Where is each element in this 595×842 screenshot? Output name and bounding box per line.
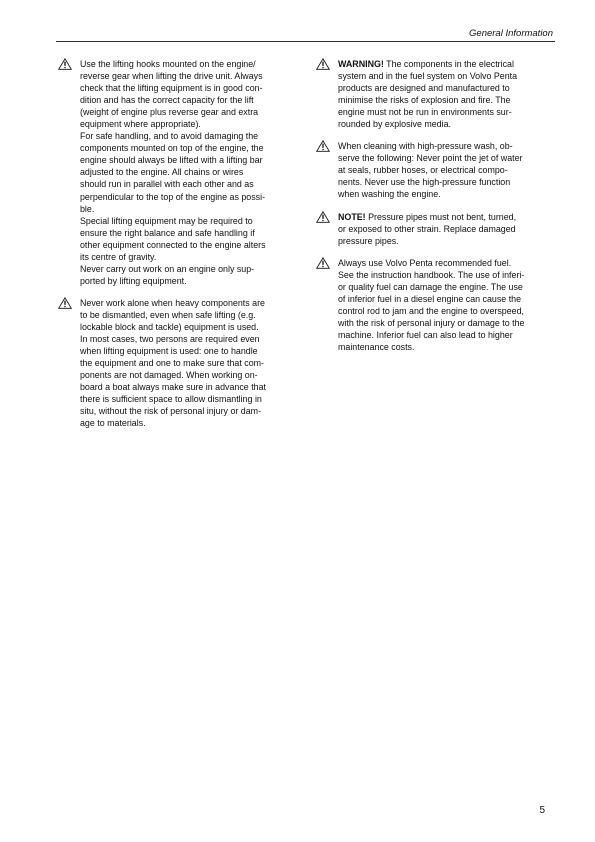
page-number: 5: [539, 805, 545, 816]
paragraph: For safe handling, and to avoid damaging the components mounted on top of the engine, the engine should always be lifted with a lifting bar adjusted to the engine. All chains or wires should run in parallel with each other and as perpendicular to the top of the engine as possi- ble.: [80, 131, 266, 214]
warning-triangle-icon: [316, 140, 330, 152]
page-header-title: General Information: [469, 28, 553, 39]
warning-triangle-icon: [316, 58, 330, 70]
warning-item-working-alone: [58, 297, 276, 430]
warning-item-pressure-wash: [316, 140, 534, 200]
paragraph: Special lifting equipment may be required to ensure the right balance and safe handling if other equipment connected to the engine alters its centre of gravity.: [80, 215, 266, 262]
paragraph: In most cases, two persons are required even when lifting equipment is used: one to handle the equipment and one to make sure that com- ponents are not damaged. When working on- board a boat always make sure in advance that there is sufficient space to allow dismantling in situ, without the risk of personal injury or dam- age to materials.: [80, 334, 266, 429]
paragraph-text: Always use Volvo Penta recommended fuel. See the instruction handbook. The use of inferi- or quality fuel can damage the engine. The use of inferior fuel in a diesel engine can cause the control rod to jam and the engine to overspeed, with the risk of personal injury or damage to the machine. Inferior fuel can also lead to higher maintenance costs.: [338, 257, 525, 352]
warning-item-fuel: [316, 257, 534, 353]
right-column: [316, 58, 534, 363]
header-divider: [56, 41, 555, 42]
paragraph: [338, 211, 534, 247]
paragraph: Use the lifting hooks mounted on the engine/ reverse gear when lifting the drive unit. Always check that the lifting equipment is in good con- dition and has the correct capacity for the lift (weight of engine plus reverse gear and extra equipment where appropriate).: [80, 59, 263, 130]
paragraph: Never work alone when heavy components are to be dismantled, even when safe lifting (e.g. lockable block and tackle) equipment is used.: [80, 297, 265, 332]
warning-label: WARNING!: [338, 59, 384, 69]
paragraph-text: The components in the electrical system and in the fuel system on Volvo Penta products are designed and manufactured to minimise the risks of explosion and fire. The engine must not be run in environments sur- rounded by explosive media.: [338, 59, 518, 130]
paragraph-text: Pressure pipes must not bent, turned, or exposed to other strain. Replace damaged pressure pipes.: [338, 211, 517, 246]
paragraph-text: When cleaning with high-pressure wash, ob- serve the following: Never point the jet of water at seals, rubber hoses, or electrical compo- nents. Never use the high-pressure function when washing the engine.: [338, 141, 523, 200]
warning-item-lifting: [58, 58, 276, 287]
paragraph: [338, 257, 534, 353]
left-column: [58, 58, 276, 439]
warning-triangle-icon: [58, 297, 72, 309]
warning-triangle-icon: [316, 257, 330, 269]
warning-triangle-icon: [316, 211, 330, 223]
note-label: NOTE!: [338, 211, 366, 222]
paragraph: [338, 140, 534, 200]
warning-item-pressure-pipes: [316, 211, 534, 247]
warning-triangle-icon: [58, 58, 72, 70]
paragraph: Never carry out work on an engine only sup- ported by lifting equipment.: [80, 263, 255, 286]
paragraph: [338, 58, 534, 130]
warning-item-explosion: [316, 58, 534, 130]
